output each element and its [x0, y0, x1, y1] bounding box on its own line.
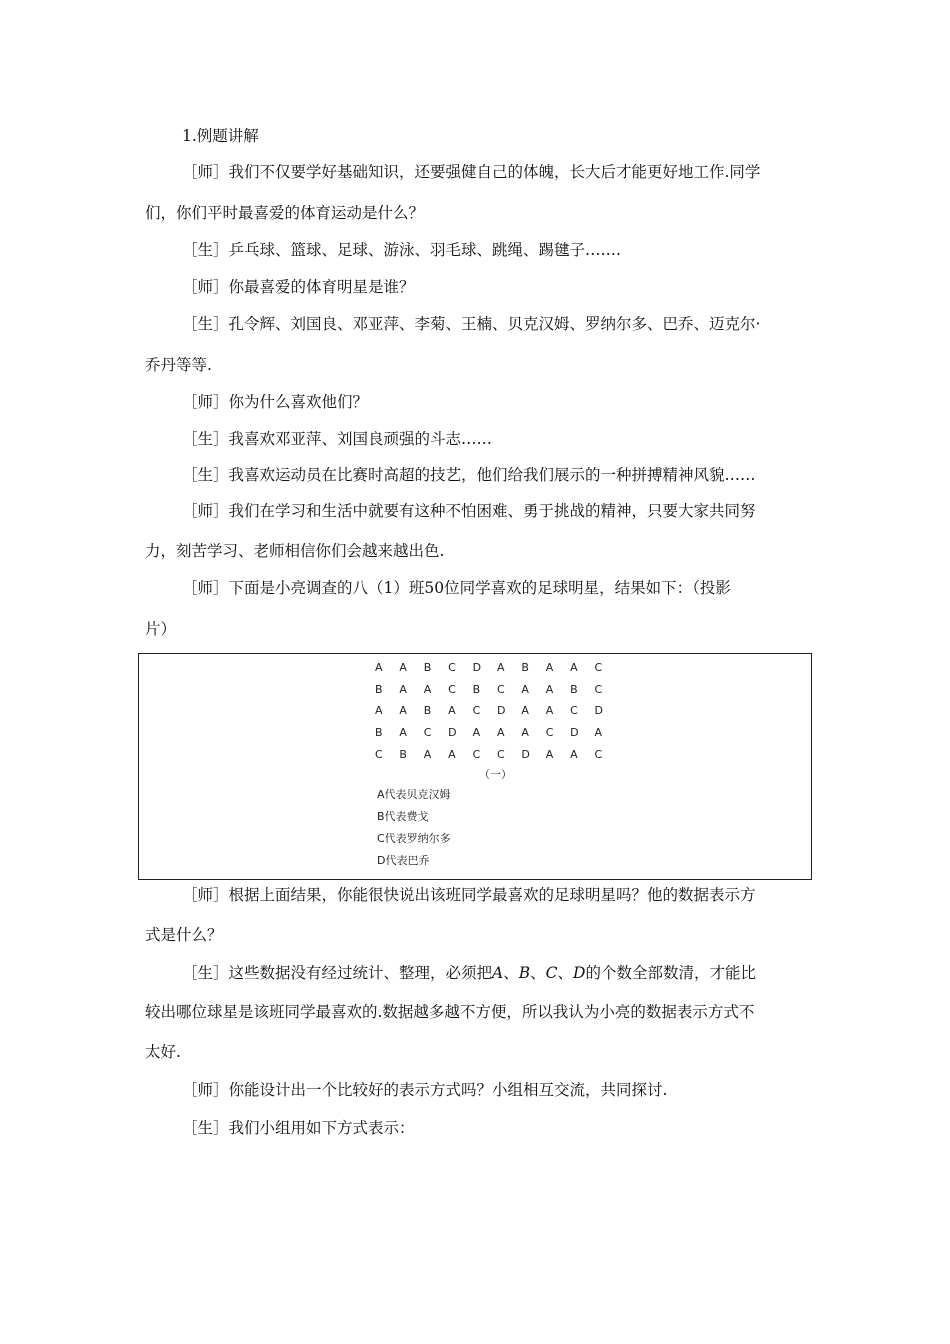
letter-a: A	[492, 964, 504, 982]
survey-cell: D	[521, 747, 530, 761]
survey-cell: B	[570, 682, 578, 696]
legend-item: D代表巴乔	[377, 854, 430, 867]
legend-item: C代表罗纳尔多	[377, 832, 451, 845]
paragraph-12: ［师］你能设计出一个比较好的表示方式吗？小组相互交流，共同探讨.	[182, 1081, 668, 1099]
paragraph-4-line-1: ［生］孔令辉、刘国良、邓亚萍、李菊、王楠、贝克汉姆、罗纳尔多、巴乔、迈克尔·	[182, 315, 761, 333]
survey-cell: A	[545, 661, 554, 674]
letter-b: B	[518, 964, 531, 982]
survey-cell: D	[594, 704, 603, 718]
paragraph-1-line-1: ［师］我们不仅要学好基础知识，还要强健自己的体魄，长大后才能更好地工作.同学	[182, 163, 761, 181]
survey-cell: A	[521, 682, 529, 696]
survey-cell: A	[570, 661, 578, 674]
survey-cell: D	[570, 726, 579, 740]
separator: 、	[557, 964, 574, 982]
survey-row	[375, 700, 619, 722]
survey-cell: C	[448, 661, 456, 674]
survey-cell: A	[545, 747, 554, 761]
survey-cell: A	[545, 704, 554, 718]
survey-cell: C	[594, 747, 603, 761]
survey-cell: A	[399, 661, 407, 674]
survey-cell: C	[448, 682, 456, 696]
paragraph-1-line-2: 们，你们平时最喜爱的体育运动是什么？	[145, 204, 425, 222]
paragraph-8-line-2: 力，刻苦学习、老师相信你们会越来越出色.	[145, 542, 445, 560]
letter-c: C	[545, 964, 558, 982]
legend-item: B代表费戈	[377, 810, 429, 823]
survey-cell: A	[545, 682, 554, 696]
survey-cell: B	[423, 704, 432, 718]
paragraph-8-line-1: ［师］我们在学习和生活中就要有这种不怕困难、勇于挑战的精神，只要大家共同努	[182, 502, 756, 520]
survey-grid	[375, 657, 619, 765]
survey-cell: A	[594, 726, 603, 740]
survey-row	[375, 722, 619, 744]
figure-caption: （一）	[479, 768, 512, 781]
survey-cell: A	[399, 726, 407, 740]
paragraph-4-line-2: 乔丹等等.	[145, 356, 212, 374]
survey-cell: B	[375, 726, 383, 740]
survey-cell: B	[399, 747, 407, 761]
survey-cell: B	[375, 682, 383, 696]
survey-cell: C	[472, 747, 481, 761]
survey-cell: D	[472, 661, 482, 674]
survey-cell: A	[375, 661, 383, 674]
survey-cell: A	[496, 726, 505, 740]
paragraph-2: ［生］乒乓球、篮球、足球、游泳、羽毛球、跳绳、踢毽子…….	[182, 241, 621, 259]
survey-cell: A	[448, 704, 456, 718]
survey-cell: C	[594, 661, 603, 674]
separator: 、	[530, 964, 546, 982]
survey-cell: D	[448, 726, 457, 740]
survey-cell: A	[423, 682, 432, 696]
survey-cell: A	[521, 726, 529, 740]
survey-cell: A	[423, 747, 432, 761]
paragraph-3: ［师］你最喜爱的体育明星是谁？	[182, 278, 415, 296]
survey-cell: A	[399, 704, 407, 718]
survey-cell: A	[399, 682, 407, 696]
survey-cell: A	[570, 747, 578, 761]
survey-cell: C	[594, 682, 603, 696]
survey-cell: A	[496, 661, 505, 674]
section-title: 1.例题讲解	[182, 127, 259, 145]
survey-cell: A	[375, 704, 383, 718]
survey-cell: A	[448, 747, 456, 761]
letter-d: D	[573, 964, 586, 982]
survey-cell: C	[423, 726, 432, 740]
survey-row	[375, 744, 619, 766]
survey-cell: C	[496, 682, 505, 696]
survey-cell: B	[521, 661, 529, 674]
paragraph-5: ［师］你为什么喜欢他们？	[182, 393, 369, 411]
paragraph-9-line-2: 片）	[145, 620, 177, 638]
survey-cell: C	[472, 704, 481, 718]
survey-cell: C	[375, 747, 383, 761]
survey-cell: C	[570, 704, 578, 718]
paragraph-13: ［生］我们小组用如下方式表示：	[182, 1119, 415, 1137]
legend-item: A代表贝克汉姆	[377, 788, 451, 801]
survey-row	[375, 657, 619, 679]
survey-cell: A	[521, 704, 529, 718]
survey-cell: B	[423, 661, 432, 674]
paragraph-11-text-b: 的个数全部数清，才能比	[585, 964, 756, 982]
paragraph-11-text-a: ［生］这些数据没有经过统计、整理，必须把	[182, 964, 493, 982]
paragraph-9-line-1: ［师］下面是小亮调查的八（1）班50位同学喜欢的足球明星，结果如下：（投影	[182, 579, 731, 597]
survey-row	[375, 679, 619, 701]
survey-cell: C	[545, 726, 554, 740]
survey-cell: A	[472, 726, 481, 740]
separator: 、	[503, 964, 519, 982]
paragraph-11-line-2: 较出哪位球星是该班同学最喜欢的.数据越多越不方便，所以我认为小亮的数据表示方式不	[145, 1003, 755, 1021]
survey-figure	[138, 653, 812, 880]
survey-cell: D	[496, 704, 506, 718]
paragraph-10-line-2: 式是什么？	[145, 926, 223, 944]
paragraph-11-line-3: 太好.	[145, 1043, 181, 1061]
survey-cell: B	[472, 682, 481, 696]
paragraph-10-line-1: ［师］根据上面结果，你能很快说出该班同学最喜欢的足球明星吗？他的数据表示方	[182, 886, 756, 904]
survey-cell: C	[496, 747, 505, 761]
paragraph-7: ［生］我喜欢运动员在比赛时高超的技艺，他们给我们展示的一种拼搏精神风貌……	[182, 466, 756, 484]
paragraph-11-line-1	[145, 954, 812, 992]
figure-legend	[377, 784, 451, 872]
paragraph-6: ［生］我喜欢邓亚萍、刘国良顽强的斗志……	[182, 430, 493, 448]
